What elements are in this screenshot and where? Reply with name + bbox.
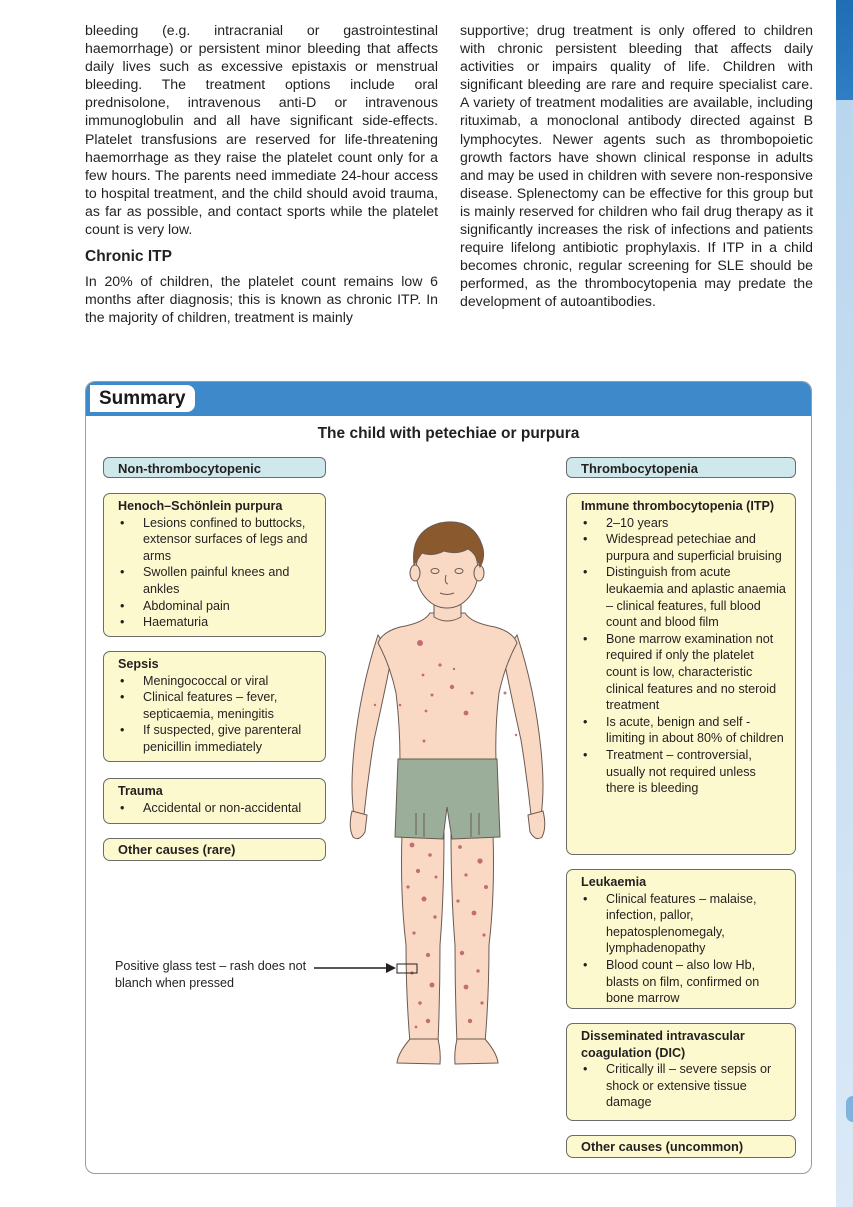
list-item: • Meningococcal or viral bbox=[118, 673, 317, 690]
right-paragraph: supportive; drug treatment is only offered to children with chronic persistent bleeding that affects daily activities or impairs quality of life. Children with significant bleeding are rare and require specialist care. A variety of treatment modalities are available, including rituximab, a monoclonal antibody directed against B lymphocytes. Newer agents such as thrombopoietic growth factors have shown clinical response in adults and may be used in children with severe non-responsive disease. Splenectomy can be effective for this group but is mainly reserved for children who fail drug therapy as it significantly increases the risk of infections and patients require lifelong antibiotic prophylaxis. If ITP in a child becomes chronic, regular screening for SLE should be performed, as the thrombocytopenia may predate the development of autoantibodies. bbox=[460, 22, 813, 310]
leukaemia-title: Leukaemia bbox=[581, 875, 647, 889]
dic-list bbox=[581, 1061, 787, 1111]
list-item: • 2–10 years bbox=[581, 515, 787, 532]
child-illustration bbox=[340, 515, 555, 1070]
thrombocytopenia-header: Thrombocytopenia bbox=[566, 457, 796, 478]
list-item: • Blood count – also low Hb, blasts on film, confirmed on bone marrow bbox=[581, 957, 787, 1007]
list-item: • Lesions confined to buttocks, extensor surfaces of legs and arms bbox=[118, 515, 317, 565]
hsp-box bbox=[103, 493, 326, 637]
other-causes-uncommon-box: Other causes (uncommon) bbox=[566, 1135, 796, 1158]
trauma-title: Trauma bbox=[118, 784, 163, 798]
left-paragraph-1: bleeding (e.g. intracranial or gastrointestinal haemorrhage) or persistent minor bleeding that affects daily lives such as excessive epistaxis or menstrual bleeding. The treatment options include oral prednisolone, intravenous anti-D or intravenous immunoglobulin and all have significant side-effects. Platelet transfusions are reserved for life-threatening haemorrhage as they raise the platelet count only for a few hours. The parents need immediate 24-hour access to hospital treatment, and the child should avoid trauma, as far as possible, and contact sports while the platelet count is very low. bbox=[85, 22, 438, 238]
dic-box bbox=[566, 1023, 796, 1121]
other-causes-rare-box: Other causes (rare) bbox=[103, 838, 326, 861]
page-edge-bar bbox=[836, 0, 853, 1207]
summary-label: Summary bbox=[90, 385, 195, 412]
sepsis-list bbox=[118, 673, 317, 756]
glass-test-callout: Positive glass test – rash does not blanch when pressed bbox=[115, 959, 307, 990]
hsp-title: Henoch–Schönlein purpura bbox=[118, 499, 283, 513]
non-thrombocytopenic-header: Non-thrombocytopenic bbox=[103, 457, 326, 478]
left-paragraph-2: In 20% of children, the platelet count remains low 6 months after diagnosis; this is known as chronic ITP. In the majority of children, treatment is mainly bbox=[85, 273, 438, 326]
trauma-list bbox=[118, 800, 317, 817]
summary-header-bar bbox=[86, 382, 811, 416]
hsp-list bbox=[118, 515, 317, 631]
list-item: • Clinical features – fever, septicaemia, meningitis bbox=[118, 689, 317, 722]
list-item: • Is acute, benign and self -limiting in about 80% of children bbox=[581, 714, 787, 747]
diagram-title: The child with petechiae or purpura bbox=[317, 425, 580, 442]
sepsis-box bbox=[103, 651, 326, 762]
itp-list bbox=[581, 515, 787, 797]
section-heading-chronic-itp: Chronic ITP bbox=[85, 248, 172, 266]
itp-title: Immune thrombocytopenia (ITP) bbox=[581, 499, 775, 513]
list-item: • Distinguish from acute leukaemia and aplastic anaemia – clinical features, full blood count and blood film bbox=[581, 564, 787, 630]
list-item: • Bone marrow examination not required if only the platelet count is low, characteristic clinical features and no steroid treatment bbox=[581, 631, 787, 714]
list-item: • Haematuria bbox=[118, 614, 317, 631]
list-item: • Widespread petechiae and purpura and superficial bruising bbox=[581, 531, 787, 564]
dic-title: Disseminated intravascular coagulation (DIC) bbox=[581, 1029, 745, 1060]
leukaemia-list bbox=[581, 891, 787, 1007]
list-item: • If suspected, give parenteral penicillin immediately bbox=[118, 722, 317, 755]
callout-arrow bbox=[312, 961, 398, 975]
left-text-column bbox=[85, 21, 438, 326]
sepsis-title: Sepsis bbox=[118, 657, 159, 671]
list-item: • Accidental or non-accidental bbox=[118, 800, 317, 817]
list-item: • Treatment – controversial, usually not required unless there is bleeding bbox=[581, 747, 787, 797]
leukaemia-box bbox=[566, 869, 796, 1009]
right-text-column bbox=[460, 21, 813, 311]
list-item: • Clinical features – malaise, infection, pallor, hepatosplenomegaly, lymphadenopathy bbox=[581, 891, 787, 957]
trauma-box bbox=[103, 778, 326, 824]
list-item: • Critically ill – severe sepsis or shock or extensive tissue damage bbox=[581, 1061, 787, 1111]
page-edge-tab bbox=[846, 1096, 853, 1122]
itp-box bbox=[566, 493, 796, 855]
list-item: • Swollen painful knees and ankles bbox=[118, 564, 317, 597]
list-item: • Abdominal pain bbox=[118, 598, 317, 615]
